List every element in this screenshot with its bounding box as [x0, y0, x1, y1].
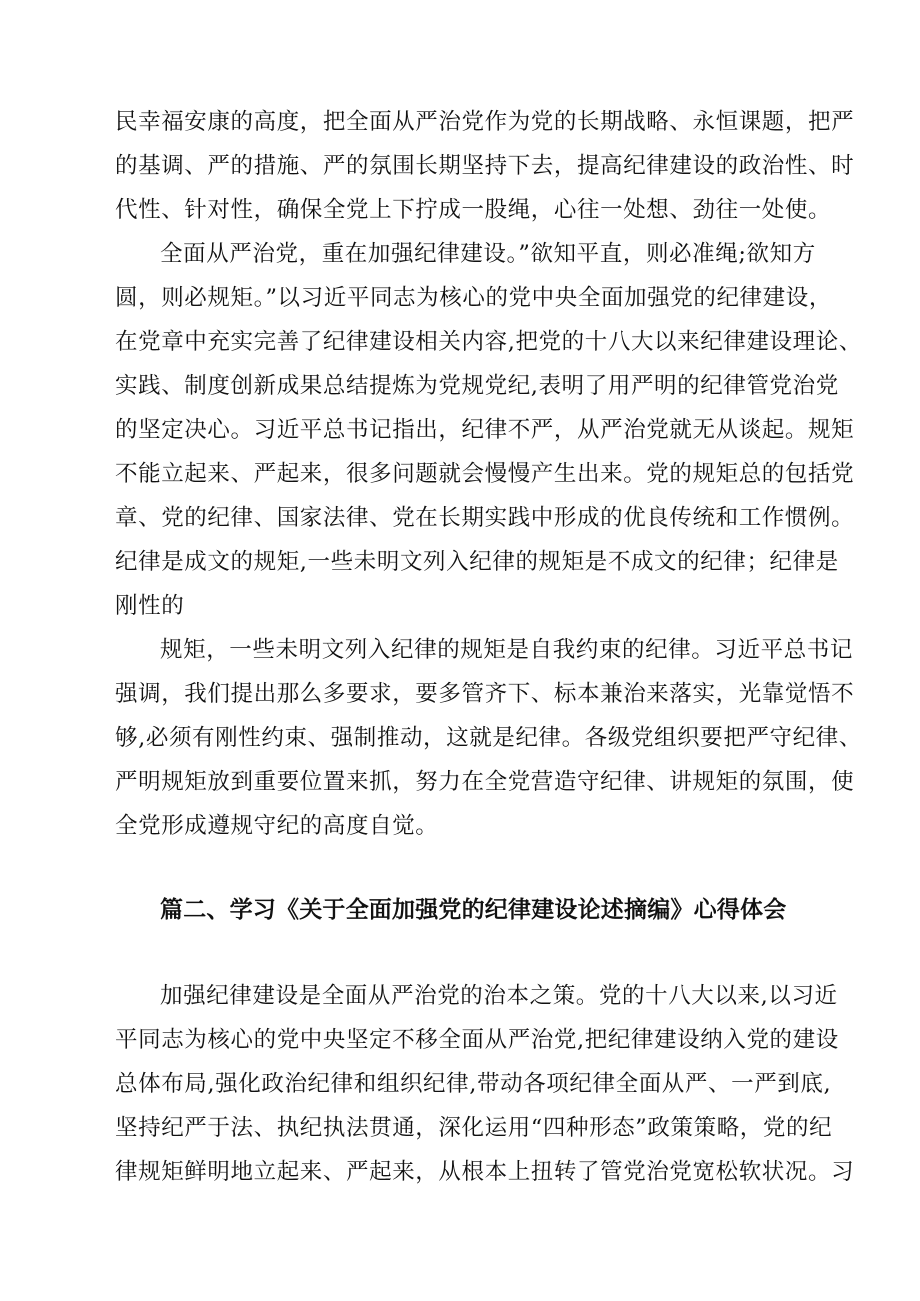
paragraph-4-line-4: 坚持纪严于法、执纪执法贯通，深化运用“四种形态”政策策略，党的纪 — [115, 1115, 833, 1141]
paragraph-2-line-9: 刚性的 — [115, 593, 185, 619]
paragraph-2-line-8: 纪律是成文的规矩,一些未明文列入纪律的规矩是不成文的纪律；纪律是 — [115, 549, 839, 575]
paragraph-3-line-1: 规矩，一些未明文列入纪律的规矩是自我约束的纪律。习近平总书记 — [160, 637, 854, 663]
paragraph-3-line-4: 严明规矩放到重要位置来抓，努力在全党营造守纪律、讲规矩的氛围，使 — [115, 769, 855, 795]
section-heading: 篇二、学习《关于全面加强党的纪律建设论述摘编》心得体会 — [160, 897, 787, 923]
paragraph-4-line-5: 律规矩鲜明地立起来、严起来，从根本上扭转了管党治党宽松软状况。习 — [115, 1159, 855, 1185]
paragraph-2-line-7: 章、党的纪律、国家法律、党在长期实践中形成的优良传统和工作惯例。 — [115, 505, 855, 531]
paragraph-4-line-2: 平同志为核心的党中央坚定不移全面从严治党,把纪律建设纳入党的建设 — [115, 1027, 839, 1053]
paragraph-3-line-5: 全党形成遵规守纪的高度自觉。 — [115, 813, 439, 839]
paragraph-1-line-1: 民幸福安康的高度，把全面从严治党作为党的长期战略、永恒课题，把严 — [115, 109, 855, 135]
paragraph-2-line-3: 在党章中充实完善了纪律建设相关内容,把党的十八大以来纪律建设理论、 — [115, 329, 862, 355]
paragraph-3-line-2: 强调，我们提出那么多要求，要多管齐下、标本兼治来落实，光靠觉悟不 — [115, 681, 855, 707]
paragraph-2-line-5: 的坚定决心。习近平总书记指出，纪律不严，从严治党就无从谈起。规矩 — [115, 417, 855, 443]
paragraph-2-line-1: 全面从严治党，重在加强纪律建设。”欲知平直，则必准绳;欲知方 — [160, 241, 816, 267]
paragraph-4-line-3: 总体布局,强化政治纪律和组织纪律,带动各项纪律全面从严、一严到底, — [115, 1071, 832, 1097]
paragraph-3-line-3: 够,必须有刚性约束、强制推动，这就是纪律。各级党组织要把严守纪律、 — [115, 725, 862, 751]
paragraph-1-line-2: 的基调、严的措施、严的氛围长期坚持下去，提高纪律建设的政治性、时 — [115, 153, 855, 179]
paragraph-2-line-4: 实践、制度创新成果总结提炼为党规党纪,表明了用严明的纪律管党治党 — [115, 373, 839, 399]
paragraph-2-line-6: 不能立起来、严起来，很多问题就会慢慢产生出来。党的规矩总的包括党 — [115, 461, 855, 487]
paragraph-4-line-1: 加强纪律建设是全面从严治党的治本之策。党的十八大以来,以习近 — [160, 983, 838, 1009]
paragraph-1-line-3: 代性、针对性，确保全党上下拧成一股绳，心往一处想、劲往一处使。 — [115, 197, 832, 223]
paragraph-2-line-2: 圆，则必规矩。”以习近平同志为核心的党中央全面加强党的纪律建设， — [115, 285, 832, 311]
